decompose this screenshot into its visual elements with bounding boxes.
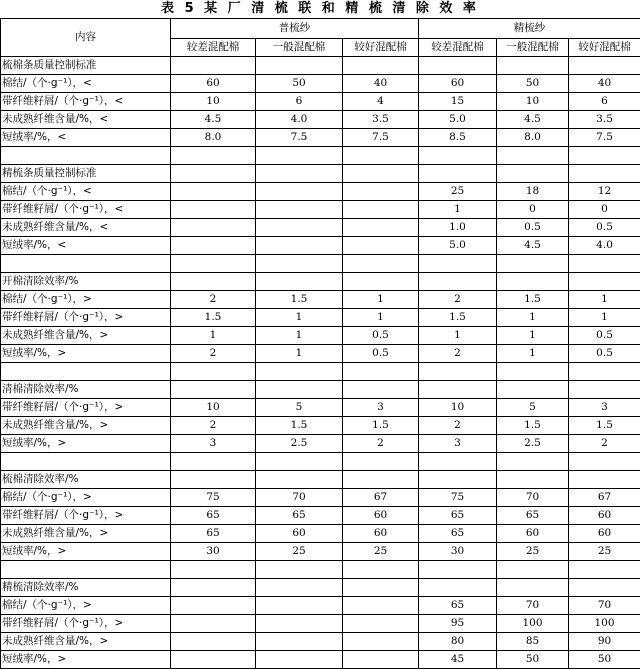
row-label: 短绒率/%，> bbox=[1, 543, 171, 561]
value-cell: 10 bbox=[497, 93, 569, 111]
value-cell: 1 bbox=[419, 201, 497, 219]
value-cell: 7.5 bbox=[256, 129, 343, 147]
empty-cell bbox=[343, 255, 419, 273]
value-cell: 1.5 bbox=[256, 417, 343, 435]
table-row bbox=[1, 489, 640, 507]
value-cell: 1.0 bbox=[419, 219, 497, 237]
value-cell: 70 bbox=[497, 597, 569, 615]
value-cell: 3.5 bbox=[569, 111, 640, 129]
value-cell: 1 bbox=[256, 345, 343, 363]
section-title-row bbox=[1, 57, 640, 75]
section-title-row bbox=[1, 579, 640, 597]
empty-cell bbox=[256, 561, 343, 579]
empty-cell bbox=[171, 255, 256, 273]
value-cell: 0.5 bbox=[497, 219, 569, 237]
table-row bbox=[1, 291, 640, 309]
row-label: 棉结/（个·g⁻¹），> bbox=[1, 291, 171, 309]
empty-cell bbox=[419, 57, 497, 75]
header-subcol: 较差混配棉 bbox=[419, 39, 497, 57]
value-cell: 1 bbox=[256, 309, 343, 327]
value-cell: 12 bbox=[569, 183, 640, 201]
header-content: 内容 bbox=[1, 19, 171, 57]
table-row bbox=[1, 327, 640, 345]
empty-cell bbox=[419, 255, 497, 273]
empty-cell bbox=[569, 381, 640, 399]
empty-cell bbox=[497, 453, 569, 471]
value-cell: 60 bbox=[497, 525, 569, 543]
value-cell: 2 bbox=[419, 291, 497, 309]
value-cell: 100 bbox=[497, 615, 569, 633]
value-cell: 4.5 bbox=[171, 111, 256, 129]
value-cell: 1.5 bbox=[171, 309, 256, 327]
value-cell bbox=[256, 219, 343, 237]
empty-cell bbox=[171, 579, 256, 597]
value-cell: 3 bbox=[419, 435, 497, 453]
value-cell: 2 bbox=[343, 435, 419, 453]
value-cell: 3 bbox=[343, 399, 419, 417]
empty-cell bbox=[1, 453, 171, 471]
empty-cell bbox=[171, 57, 256, 75]
value-cell bbox=[171, 615, 256, 633]
row-label: 短绒率/%，< bbox=[1, 237, 171, 255]
row-label: 棉结/（个·g⁻¹），> bbox=[1, 489, 171, 507]
value-cell bbox=[171, 633, 256, 651]
section-title: 清棉清除效率/% bbox=[1, 381, 171, 399]
value-cell: 2 bbox=[171, 291, 256, 309]
row-label: 带纤维籽屑/（个·g⁻¹），> bbox=[1, 309, 171, 327]
value-cell: 0.5 bbox=[343, 327, 419, 345]
empty-cell bbox=[256, 363, 343, 381]
empty-cell bbox=[171, 471, 256, 489]
value-cell: 8.0 bbox=[497, 129, 569, 147]
empty-cell bbox=[171, 147, 256, 165]
row-label: 短绒率/%，> bbox=[1, 651, 171, 669]
empty-cell bbox=[171, 453, 256, 471]
value-cell: 60 bbox=[419, 75, 497, 93]
empty-cell bbox=[569, 561, 640, 579]
value-cell: 50 bbox=[256, 75, 343, 93]
table-row bbox=[1, 435, 640, 453]
section-title-row bbox=[1, 381, 640, 399]
empty-cell bbox=[497, 363, 569, 381]
value-cell: 2 bbox=[171, 417, 256, 435]
table-row bbox=[1, 399, 640, 417]
section-title-row bbox=[1, 273, 640, 291]
empty-cell bbox=[569, 147, 640, 165]
value-cell bbox=[256, 183, 343, 201]
value-cell: 2 bbox=[569, 435, 640, 453]
table-row bbox=[1, 219, 640, 237]
value-cell: 5.0 bbox=[419, 237, 497, 255]
value-cell: 67 bbox=[343, 489, 419, 507]
header-group-carded: 普梳纱 bbox=[171, 19, 419, 39]
spacer-row bbox=[1, 561, 640, 579]
value-cell: 70 bbox=[569, 597, 640, 615]
empty-cell bbox=[256, 471, 343, 489]
value-cell: 100 bbox=[569, 615, 640, 633]
value-cell: 8.0 bbox=[171, 129, 256, 147]
header-row-groups bbox=[1, 19, 640, 39]
empty-cell bbox=[419, 471, 497, 489]
value-cell: 1.5 bbox=[497, 291, 569, 309]
table-row bbox=[1, 129, 640, 147]
empty-cell bbox=[1, 147, 171, 165]
row-label: 短绒率/%，> bbox=[1, 345, 171, 363]
value-cell: 25 bbox=[419, 183, 497, 201]
value-cell: 1 bbox=[171, 327, 256, 345]
value-cell: 45 bbox=[419, 651, 497, 669]
spacer-row bbox=[1, 255, 640, 273]
value-cell: 1.5 bbox=[256, 291, 343, 309]
value-cell: 4.0 bbox=[569, 237, 640, 255]
empty-cell bbox=[171, 165, 256, 183]
empty-cell bbox=[256, 579, 343, 597]
value-cell: 1 bbox=[256, 327, 343, 345]
value-cell: 18 bbox=[497, 183, 569, 201]
row-label: 棉结/（个·g⁻¹），> bbox=[1, 597, 171, 615]
table-row bbox=[1, 651, 640, 669]
empty-cell bbox=[497, 255, 569, 273]
value-cell: 1.5 bbox=[343, 417, 419, 435]
value-cell: 0 bbox=[497, 201, 569, 219]
value-cell: 2 bbox=[171, 345, 256, 363]
empty-cell bbox=[569, 165, 640, 183]
value-cell: 60 bbox=[569, 507, 640, 525]
value-cell bbox=[171, 597, 256, 615]
empty-cell bbox=[256, 255, 343, 273]
value-cell: 0.5 bbox=[569, 345, 640, 363]
header-subcol: 较差混配棉 bbox=[171, 39, 256, 57]
row-label: 短绒率/%，> bbox=[1, 435, 171, 453]
value-cell: 65 bbox=[419, 597, 497, 615]
empty-cell bbox=[497, 147, 569, 165]
efficiency-table bbox=[0, 18, 640, 669]
value-cell bbox=[171, 201, 256, 219]
header-subcol: 较好混配棉 bbox=[569, 39, 640, 57]
value-cell: 2 bbox=[419, 345, 497, 363]
value-cell: 40 bbox=[569, 75, 640, 93]
empty-cell bbox=[343, 363, 419, 381]
table-row bbox=[1, 345, 640, 363]
value-cell: 2.5 bbox=[256, 435, 343, 453]
value-cell: 30 bbox=[171, 543, 256, 561]
value-cell: 1.5 bbox=[497, 417, 569, 435]
value-cell: 15 bbox=[419, 93, 497, 111]
value-cell: 1.5 bbox=[419, 309, 497, 327]
value-cell bbox=[343, 651, 419, 669]
value-cell: 1 bbox=[497, 345, 569, 363]
row-label: 带纤维籽屑/（个·g⁻¹），< bbox=[1, 201, 171, 219]
table-row bbox=[1, 201, 640, 219]
value-cell: 0.5 bbox=[343, 345, 419, 363]
empty-cell bbox=[569, 363, 640, 381]
empty-cell bbox=[419, 381, 497, 399]
empty-cell bbox=[343, 147, 419, 165]
value-cell: 8.5 bbox=[419, 129, 497, 147]
table-row bbox=[1, 93, 640, 111]
row-label: 带纤维籽屑/（个·g⁻¹），> bbox=[1, 507, 171, 525]
empty-cell bbox=[569, 471, 640, 489]
empty-cell bbox=[256, 57, 343, 75]
value-cell bbox=[256, 615, 343, 633]
header-subcol: 较好混配棉 bbox=[343, 39, 419, 57]
section-title: 梳棉条质量控制标准 bbox=[1, 57, 171, 75]
value-cell: 1 bbox=[343, 309, 419, 327]
value-cell bbox=[343, 597, 419, 615]
row-label: 未成熟纤维含量/%，> bbox=[1, 327, 171, 345]
value-cell: 3.5 bbox=[343, 111, 419, 129]
row-label: 棉结/（个·g⁻¹），< bbox=[1, 183, 171, 201]
empty-cell bbox=[343, 57, 419, 75]
empty-cell bbox=[497, 579, 569, 597]
value-cell bbox=[171, 219, 256, 237]
section-title: 精梳清除效率/% bbox=[1, 579, 171, 597]
value-cell: 5 bbox=[256, 399, 343, 417]
value-cell: 50 bbox=[497, 75, 569, 93]
value-cell: 4.5 bbox=[497, 111, 569, 129]
section-title: 梳棉清除效率/% bbox=[1, 471, 171, 489]
empty-cell bbox=[256, 273, 343, 291]
table-title: 表 5 某 厂 清 梳 联 和 精 梳 清 除 效 率 bbox=[0, 0, 640, 18]
empty-cell bbox=[497, 561, 569, 579]
table-row bbox=[1, 633, 640, 651]
value-cell bbox=[171, 183, 256, 201]
table-row bbox=[1, 237, 640, 255]
value-cell: 70 bbox=[256, 489, 343, 507]
value-cell: 60 bbox=[171, 75, 256, 93]
row-label: 未成熟纤维含量/%，< bbox=[1, 111, 171, 129]
value-cell: 1 bbox=[497, 309, 569, 327]
spacer-row bbox=[1, 453, 640, 471]
value-cell: 10 bbox=[171, 93, 256, 111]
empty-cell bbox=[1, 255, 171, 273]
header-subcol: 一般混配棉 bbox=[256, 39, 343, 57]
empty-cell bbox=[343, 561, 419, 579]
value-cell: 3 bbox=[569, 399, 640, 417]
value-cell: 60 bbox=[256, 525, 343, 543]
value-cell: 25 bbox=[497, 543, 569, 561]
empty-cell bbox=[497, 381, 569, 399]
empty-cell bbox=[419, 453, 497, 471]
row-label: 未成熟纤维含量/%，> bbox=[1, 417, 171, 435]
table-row bbox=[1, 507, 640, 525]
value-cell: 0.5 bbox=[569, 219, 640, 237]
value-cell: 90 bbox=[569, 633, 640, 651]
row-label: 带纤维籽屑/（个·g⁻¹），> bbox=[1, 615, 171, 633]
empty-cell bbox=[256, 165, 343, 183]
empty-cell bbox=[1, 363, 171, 381]
value-cell: 10 bbox=[171, 399, 256, 417]
empty-cell bbox=[171, 363, 256, 381]
empty-cell bbox=[497, 471, 569, 489]
empty-cell bbox=[1, 561, 171, 579]
value-cell bbox=[343, 615, 419, 633]
value-cell: 65 bbox=[171, 525, 256, 543]
value-cell bbox=[256, 201, 343, 219]
empty-cell bbox=[569, 273, 640, 291]
value-cell: 2.5 bbox=[497, 435, 569, 453]
table-row bbox=[1, 543, 640, 561]
value-cell: 5 bbox=[497, 399, 569, 417]
value-cell: 25 bbox=[256, 543, 343, 561]
value-cell bbox=[256, 597, 343, 615]
value-cell: 75 bbox=[171, 489, 256, 507]
empty-cell bbox=[569, 255, 640, 273]
value-cell: 1.5 bbox=[569, 417, 640, 435]
empty-cell bbox=[256, 147, 343, 165]
value-cell bbox=[256, 237, 343, 255]
value-cell: 40 bbox=[343, 75, 419, 93]
value-cell: 65 bbox=[497, 507, 569, 525]
value-cell: 65 bbox=[419, 507, 497, 525]
row-label: 带纤维籽屑/（个·g⁻¹），> bbox=[1, 399, 171, 417]
value-cell: 60 bbox=[343, 525, 419, 543]
value-cell: 7.5 bbox=[569, 129, 640, 147]
value-cell: 6 bbox=[569, 93, 640, 111]
table-body bbox=[1, 19, 640, 669]
value-cell: 0 bbox=[569, 201, 640, 219]
empty-cell bbox=[497, 273, 569, 291]
table-row bbox=[1, 615, 640, 633]
section-title-row bbox=[1, 471, 640, 489]
value-cell: 1 bbox=[343, 291, 419, 309]
empty-cell bbox=[171, 273, 256, 291]
empty-cell bbox=[256, 453, 343, 471]
empty-cell bbox=[569, 57, 640, 75]
value-cell: 1 bbox=[569, 291, 640, 309]
table-row bbox=[1, 525, 640, 543]
empty-cell bbox=[343, 453, 419, 471]
value-cell: 60 bbox=[343, 507, 419, 525]
value-cell: 3 bbox=[171, 435, 256, 453]
value-cell bbox=[256, 651, 343, 669]
value-cell: 85 bbox=[497, 633, 569, 651]
value-cell: 75 bbox=[419, 489, 497, 507]
section-title: 开棉清除效率/% bbox=[1, 273, 171, 291]
empty-cell bbox=[171, 381, 256, 399]
value-cell: 65 bbox=[419, 525, 497, 543]
empty-cell bbox=[343, 165, 419, 183]
value-cell: 0.5 bbox=[569, 327, 640, 345]
value-cell bbox=[343, 219, 419, 237]
row-label: 未成熟纤维含量/%，> bbox=[1, 525, 171, 543]
empty-cell bbox=[569, 453, 640, 471]
empty-cell bbox=[343, 471, 419, 489]
value-cell: 65 bbox=[256, 507, 343, 525]
row-label: 带纤维籽屑/（个·g⁻¹），< bbox=[1, 93, 171, 111]
spacer-row bbox=[1, 147, 640, 165]
value-cell: 4.0 bbox=[256, 111, 343, 129]
section-title-row bbox=[1, 165, 640, 183]
empty-cell bbox=[256, 381, 343, 399]
empty-cell bbox=[419, 273, 497, 291]
value-cell bbox=[171, 651, 256, 669]
empty-cell bbox=[419, 363, 497, 381]
value-cell bbox=[171, 237, 256, 255]
value-cell: 95 bbox=[419, 615, 497, 633]
table-row bbox=[1, 417, 640, 435]
empty-cell bbox=[419, 165, 497, 183]
value-cell: 80 bbox=[419, 633, 497, 651]
row-label: 未成熟纤维含量/%，> bbox=[1, 633, 171, 651]
value-cell: 4.5 bbox=[497, 237, 569, 255]
empty-cell bbox=[171, 561, 256, 579]
value-cell: 7.5 bbox=[343, 129, 419, 147]
empty-cell bbox=[343, 579, 419, 597]
value-cell: 5.0 bbox=[419, 111, 497, 129]
header-group-combed: 精梳纱 bbox=[419, 19, 640, 39]
empty-cell bbox=[419, 147, 497, 165]
value-cell: 50 bbox=[569, 651, 640, 669]
row-label: 未成熟纤维含量/%，< bbox=[1, 219, 171, 237]
empty-cell bbox=[497, 165, 569, 183]
table-row bbox=[1, 75, 640, 93]
table-row bbox=[1, 309, 640, 327]
value-cell: 50 bbox=[497, 651, 569, 669]
empty-cell bbox=[419, 561, 497, 579]
table-row bbox=[1, 111, 640, 129]
table-row bbox=[1, 183, 640, 201]
value-cell bbox=[343, 633, 419, 651]
table-row bbox=[1, 597, 640, 615]
value-cell: 6 bbox=[256, 93, 343, 111]
empty-cell bbox=[419, 579, 497, 597]
value-cell: 67 bbox=[569, 489, 640, 507]
value-cell: 70 bbox=[497, 489, 569, 507]
spacer-row bbox=[1, 363, 640, 381]
value-cell: 1 bbox=[419, 327, 497, 345]
empty-cell bbox=[343, 381, 419, 399]
value-cell: 60 bbox=[569, 525, 640, 543]
header-subcol: 一般混配棉 bbox=[497, 39, 569, 57]
value-cell: 2 bbox=[419, 417, 497, 435]
value-cell: 1 bbox=[569, 309, 640, 327]
value-cell: 1 bbox=[497, 327, 569, 345]
empty-cell bbox=[343, 273, 419, 291]
value-cell bbox=[343, 183, 419, 201]
value-cell: 4 bbox=[343, 93, 419, 111]
value-cell: 30 bbox=[419, 543, 497, 561]
value-cell: 25 bbox=[343, 543, 419, 561]
value-cell: 65 bbox=[171, 507, 256, 525]
empty-cell bbox=[569, 579, 640, 597]
value-cell bbox=[256, 633, 343, 651]
value-cell bbox=[343, 201, 419, 219]
value-cell: 25 bbox=[569, 543, 640, 561]
row-label: 短绒率/%，< bbox=[1, 129, 171, 147]
section-title: 精梳条质量控制标准 bbox=[1, 165, 171, 183]
value-cell: 10 bbox=[419, 399, 497, 417]
row-label: 棉结/（个·g⁻¹），< bbox=[1, 75, 171, 93]
empty-cell bbox=[497, 57, 569, 75]
value-cell bbox=[343, 237, 419, 255]
